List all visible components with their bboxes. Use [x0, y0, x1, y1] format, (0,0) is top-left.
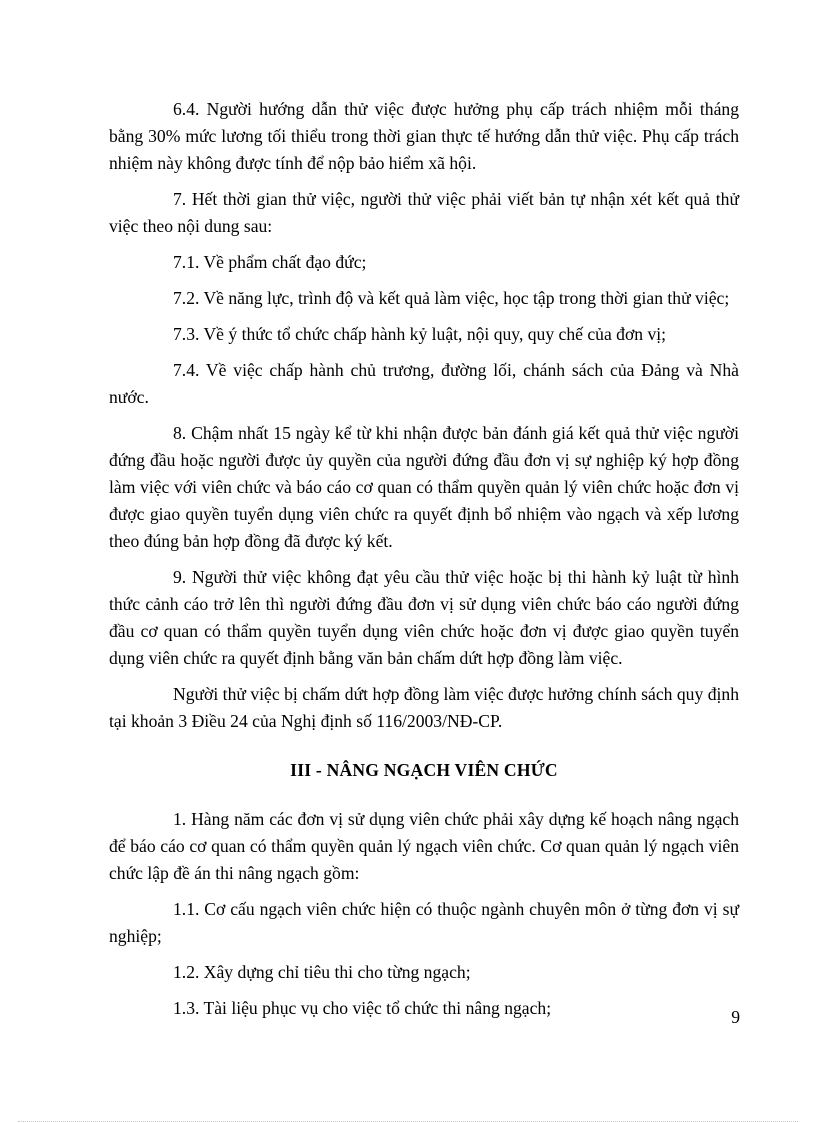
section-heading: III - NÂNG NGẠCH VIÊN CHỨC — [290, 760, 558, 780]
list-item-7-4: 7.4. Về việc chấp hành chủ trương, đường lối, chánh sách của Đảng và Nhà nước. — [109, 360, 739, 407]
list-item-7-1: 7.1. Về phẩm chất đạo đức; — [173, 252, 367, 272]
list-item-7-2: 7.2. Về năng lực, trình độ và kết quả làm việc, học tập trong thời gian thử việc; — [173, 288, 730, 308]
list-item-7-3: 7.3. Về ý thức tổ chức chấp hành kỷ luật, nội quy, quy chế của đơn vị; — [173, 324, 667, 344]
page-number: 9 — [731, 1007, 740, 1027]
list-item-1-2: 1.2. Xây dựng chỉ tiêu thi cho từng ngạch; — [173, 962, 471, 982]
paragraph-termination-policy: Người thử việc bị chấm dứt hợp đồng làm việc được hưởng chính sách quy định tại khoản 3 Điều 24 của Nghị định số 116/2003/NĐ-CP. — [109, 684, 739, 731]
page-body — [109, 96, 739, 1031]
paragraph-6-4: 6.4. Người hướng dẫn thử việc được hưởng phụ cấp trách nhiệm mỗi tháng bằng 30% mức lương tối thiểu trong thời gian thực tế hướng dẫn thử việc. Phụ cấp trách nhiệm này không được tính để nộp bảo hiểm xã hội. — [109, 99, 739, 173]
paragraph-9: 9. Người thử việc không đạt yêu cầu thử việc hoặc bị thi hành kỷ luật từ hình thức cảnh cáo trở lên thì người đứng đầu đơn vị sử dụng viên chức báo cáo người đứng đầu cơ quan có thẩm quyền tuyển dụng viên chức hoặc đơn vị được giao quyền tuyển dụng viên chức ra quyết định bằng văn bản chấm dứt hợp đồng làm việc. — [109, 567, 739, 668]
paragraph-iii-1: 1. Hàng năm các đơn vị sử dụng viên chức phải xây dựng kế hoạch nâng ngạch để báo cáo cơ quan có thẩm quyền quản lý ngạch viên chức. Cơ quan quản lý ngạch viên chức lập đề án thi nâng ngạch gồm: — [109, 809, 739, 883]
list-item-1-3: 1.3. Tài liệu phục vụ cho việc tổ chức thi nâng ngạch; — [173, 998, 552, 1018]
list-item-1-1: 1.1. Cơ cấu ngạch viên chức hiện có thuộc ngành chuyên môn ở từng đơn vị sự nghiệp; — [109, 899, 739, 946]
paragraph-8: 8. Chậm nhất 15 ngày kể từ khi nhận được bản đánh giá kết quả thử việc người đứng đầu hoặc người được ủy quyền của người đứng đầu đơn vị sự nghiệp ký hợp đồng làm việc với viên chức và báo cáo cơ quan có thẩm quyền quản lý viên chức hoặc đơn vị được giao quyền tuyển dụng viên chức ra quyết định bổ nhiệm vào ngạch và xếp lương theo đúng bản hợp đồng đã được ký kết. — [109, 423, 739, 551]
paragraph-7: 7. Hết thời gian thử việc, người thử việc phải viết bản tự nhận xét kết quả thử việc theo nội dung sau: — [109, 189, 739, 236]
page-bottom-divider — [18, 1121, 798, 1122]
